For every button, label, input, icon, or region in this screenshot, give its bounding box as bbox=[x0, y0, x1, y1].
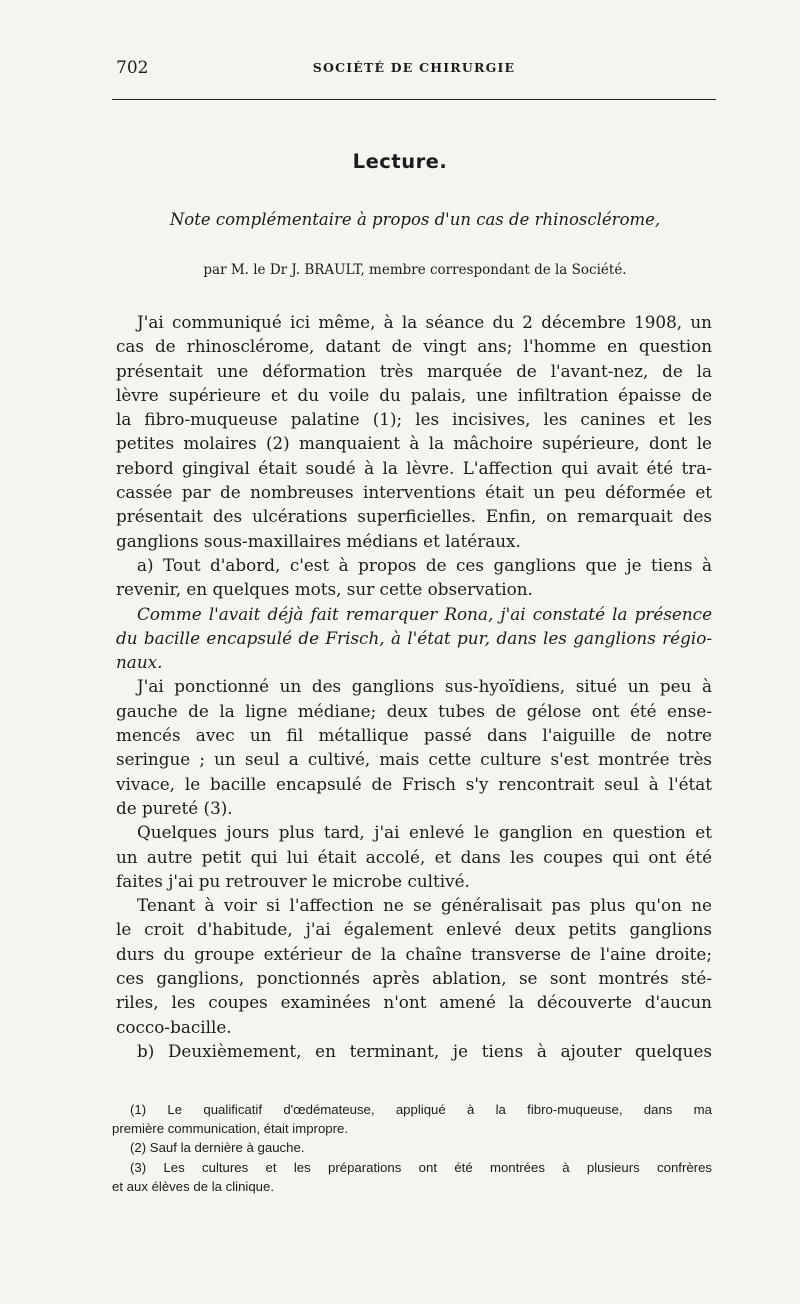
text-line: vivace, le bacille encapsulé de Frisch s'y rencontrait seul à l'état bbox=[116, 773, 712, 794]
footnotes bbox=[112, 1100, 712, 1196]
section-title: Lecture. bbox=[352, 150, 448, 173]
text-line: b) Deuxièmement, en terminant, je tiens à ajouter quelques bbox=[137, 1040, 712, 1061]
text-line: faites j'ai pu retrouver le microbe cultivé. bbox=[116, 870, 470, 891]
text-line: J'ai ponctionné un des ganglions sus-hyoïdiens, situé un peu à bbox=[137, 676, 712, 697]
text-line: gauche de la ligne médiane; deux tubes de gélose ont été ense- bbox=[116, 700, 712, 721]
text-line: ces ganglions, ponctionnés après ablation, se sont montrés sté- bbox=[116, 968, 712, 989]
footnote-line: et aux élèves de la clinique. bbox=[112, 1178, 275, 1194]
text-line: durs du groupe extérieur de la chaîne transverse de l'aine droite; bbox=[116, 943, 712, 964]
footnote-line: (2) Sauf la dernière à gauche. bbox=[130, 1140, 305, 1156]
text-line: du bacille encapsulé de Frisch, à l'état pur, dans les ganglions régio- bbox=[116, 627, 712, 648]
text-line: lèvre supérieure et du voile du palais, une infiltration épaisse de bbox=[116, 384, 712, 405]
text-line: cas de rhinosclérome, datant de vingt ans; l'homme en question bbox=[116, 336, 712, 357]
author-byline: par M. le Dr J. BRAULT, membre correspondant de la Société. bbox=[203, 262, 627, 278]
page-number: 702 bbox=[116, 58, 149, 78]
text-line: Tenant à voir si l'affection ne se généralisait pas plus qu'on ne bbox=[137, 895, 712, 916]
text-line: rebord gingival était soudé à la lèvre. L'affection qui avait été tra- bbox=[116, 457, 712, 478]
text-line: J'ai communiqué ici même, à la séance du 2 décembre 1908, un bbox=[137, 312, 712, 332]
text-line: cassée par de nombreuses interventions était un peu déformée et bbox=[116, 482, 712, 503]
text-line: revenir, en quelques mots, sur cette observation. bbox=[116, 579, 533, 600]
footnote-line: première communication, était impropre. bbox=[112, 1121, 349, 1137]
text-line: cocco-bacille. bbox=[116, 1016, 232, 1037]
text-line: riles, les coupes examinées n'ont amené la découverte d'aucun bbox=[116, 992, 712, 1013]
text-line: naux. bbox=[116, 652, 163, 673]
text-line: de pureté (3). bbox=[116, 797, 233, 818]
text-line: mencés avec un fil métallique passé dans l'aiguille de notre bbox=[116, 725, 712, 746]
text-line: la fibro-muqueuse palatine (1); les incisives, les canines et les bbox=[116, 409, 712, 430]
footnote-line: (1) Le qualificatif d'œdémateuse, appliqué à la fibro-muqueuse, dans ma bbox=[130, 1102, 712, 1117]
text-line: le croit d'habitude, j'ai également enlevé deux petits ganglions bbox=[116, 919, 712, 940]
text-line: seringue ; un seul a cultivé, mais cette culture s'est montrée très bbox=[116, 749, 712, 770]
header-rule bbox=[112, 99, 716, 100]
footnote-line: (3) Les cultures et les préparations ont été montrées à plusieurs confrères bbox=[130, 1159, 712, 1175]
text-line: un autre petit qui lui était accolé, et dans les coupes qui ont été bbox=[116, 846, 712, 867]
text-line: présentait des ulcérations superficielles. Enfin, on remarquait des bbox=[116, 506, 712, 527]
text-line: a) Tout d'abord, c'est à propos de ces ganglions que je tiens à bbox=[137, 554, 712, 575]
article-subtitle: Note complémentaire à propos d'un cas de rhinosclérome, bbox=[169, 210, 661, 229]
text-line: présentait une déformation très marquée de l'avant-nez, de la bbox=[116, 360, 712, 381]
article-body bbox=[116, 310, 712, 1063]
running-head: SOCIÉTÉ DE CHIRURGIE bbox=[312, 60, 516, 75]
page-header bbox=[116, 58, 712, 88]
text-line: petites molaires (2) manquaient à la mâchoire supérieure, dont le bbox=[116, 433, 712, 454]
text-line: Quelques jours plus tard, j'ai enlevé le ganglion en question et bbox=[137, 822, 712, 843]
text-line: ganglions sous-maxillaires médians et latéraux. bbox=[116, 530, 521, 551]
text-line: Comme l'avait déjà fait remarquer Rona, j'ai constaté la présence bbox=[137, 603, 712, 624]
